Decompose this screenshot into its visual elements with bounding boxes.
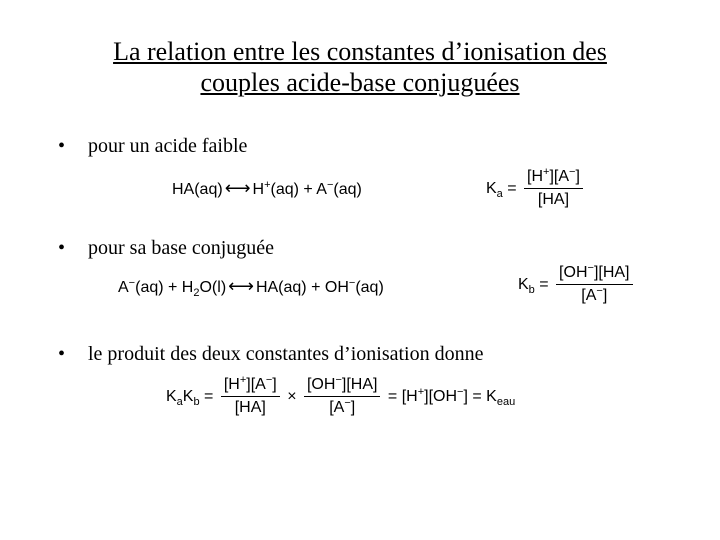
bullet-dot: • [58,343,66,365]
base-equilibrium-equation [118,276,384,297]
charge: + [239,374,247,386]
subscript: 2 [193,287,200,299]
conc-term: [OH [306,376,336,393]
equilibrium-arrow: ⟷ [224,178,251,198]
fraction-denominator: [HA] [537,191,570,208]
conc-term: [OH [559,264,588,281]
conc-term: ][A [549,168,570,185]
charge: − [335,374,342,386]
charge: − [326,179,334,191]
equilibrium-arrow: ⟷ [228,276,254,296]
title-line-2: couples acide-base conjuguées [200,68,520,97]
conc-term: ] [463,387,468,405]
k-letter: K [518,275,529,293]
charge: − [587,262,594,274]
conc-term: ][HA] [341,376,378,393]
bullet-text: pour un acide faible [88,135,248,157]
conc-term: ] [602,287,608,304]
fraction-numerator [556,264,632,285]
conc-term: [H [527,168,544,185]
fraction-numerator [304,376,380,397]
ka-fraction [221,376,280,417]
conc-term: ] [350,399,356,416]
equals-sign: = [204,387,214,405]
ka-symbol [486,180,503,198]
conc-term: ][HA] [593,264,630,281]
conc-term: ] [272,376,277,393]
kb-fraction [304,376,380,417]
charge: − [344,397,351,409]
eq-term: (aq) [355,279,384,296]
ion-product [401,385,468,406]
conc-term: ][OH [424,387,458,405]
bullet-dot: • [58,237,66,259]
equals-sign: = [387,387,398,405]
eq-term: H [252,181,265,198]
kb-symbol [183,388,200,406]
slide-title [60,36,660,98]
k-subscript: a [496,187,503,200]
bullet-acid [58,134,247,158]
charge: − [265,374,273,386]
acid-dissociation-equation [172,178,362,199]
eq-term: A [118,279,129,296]
eq-term: HA(aq) [172,181,223,198]
charge: + [417,385,425,398]
kb-expression [518,264,636,305]
ka-expression [486,168,586,209]
times-sign: × [287,387,297,405]
k-letter: K [486,387,497,405]
k-subscript: b [528,283,535,296]
title-line-1: La relation entre les constantes d’ionisation des [113,37,607,66]
charge: + [543,166,550,178]
fraction-numerator [221,376,280,397]
bullet-dot: • [58,135,66,157]
k-subscript: eau [496,395,516,408]
charge: − [596,285,603,297]
fraction-denominator: [HA] [234,399,266,416]
kb-fraction [556,264,632,305]
bullet-product [58,342,483,366]
fraction-numerator [524,168,583,189]
eq-term: (aq) + A [270,181,327,198]
conc-term: [A [329,399,345,416]
keau-symbol [486,388,515,406]
charge: − [569,166,576,178]
fraction-denominator [578,285,610,305]
charge: + [264,179,271,191]
bullet-text: pour sa base conjuguée [88,237,275,259]
ka-symbol [166,388,183,406]
conc-term: [H [223,376,240,393]
conc-term: ] [575,168,580,185]
conc-term: ][A [246,376,266,393]
equals-sign: = [507,179,517,197]
conc-term: [H [401,387,418,405]
charge: − [128,277,136,289]
eq-term: (aq) [333,181,362,198]
ka-fraction [524,168,583,209]
conc-term: [A [581,287,597,304]
charge: − [457,385,464,398]
equals-sign: = [539,275,549,293]
charge: − [348,277,356,289]
eq-term: HA(aq) + OH [255,279,349,296]
k-letter: K [166,387,177,405]
k-letter: K [486,179,497,197]
k-subscript: b [193,395,200,408]
ka-kb-product-equation [166,376,515,417]
k-letter: K [182,387,194,405]
kb-symbol [518,276,535,294]
bullet-base [58,236,274,260]
bullet-text: le produit des deux constantes d’ionisation donne [88,343,484,365]
fraction-denominator [326,397,358,417]
eq-term: O(l) [199,279,227,296]
equals-sign: = [472,387,482,405]
k-subscript: a [176,395,183,408]
eq-term: (aq) + H [135,279,194,296]
